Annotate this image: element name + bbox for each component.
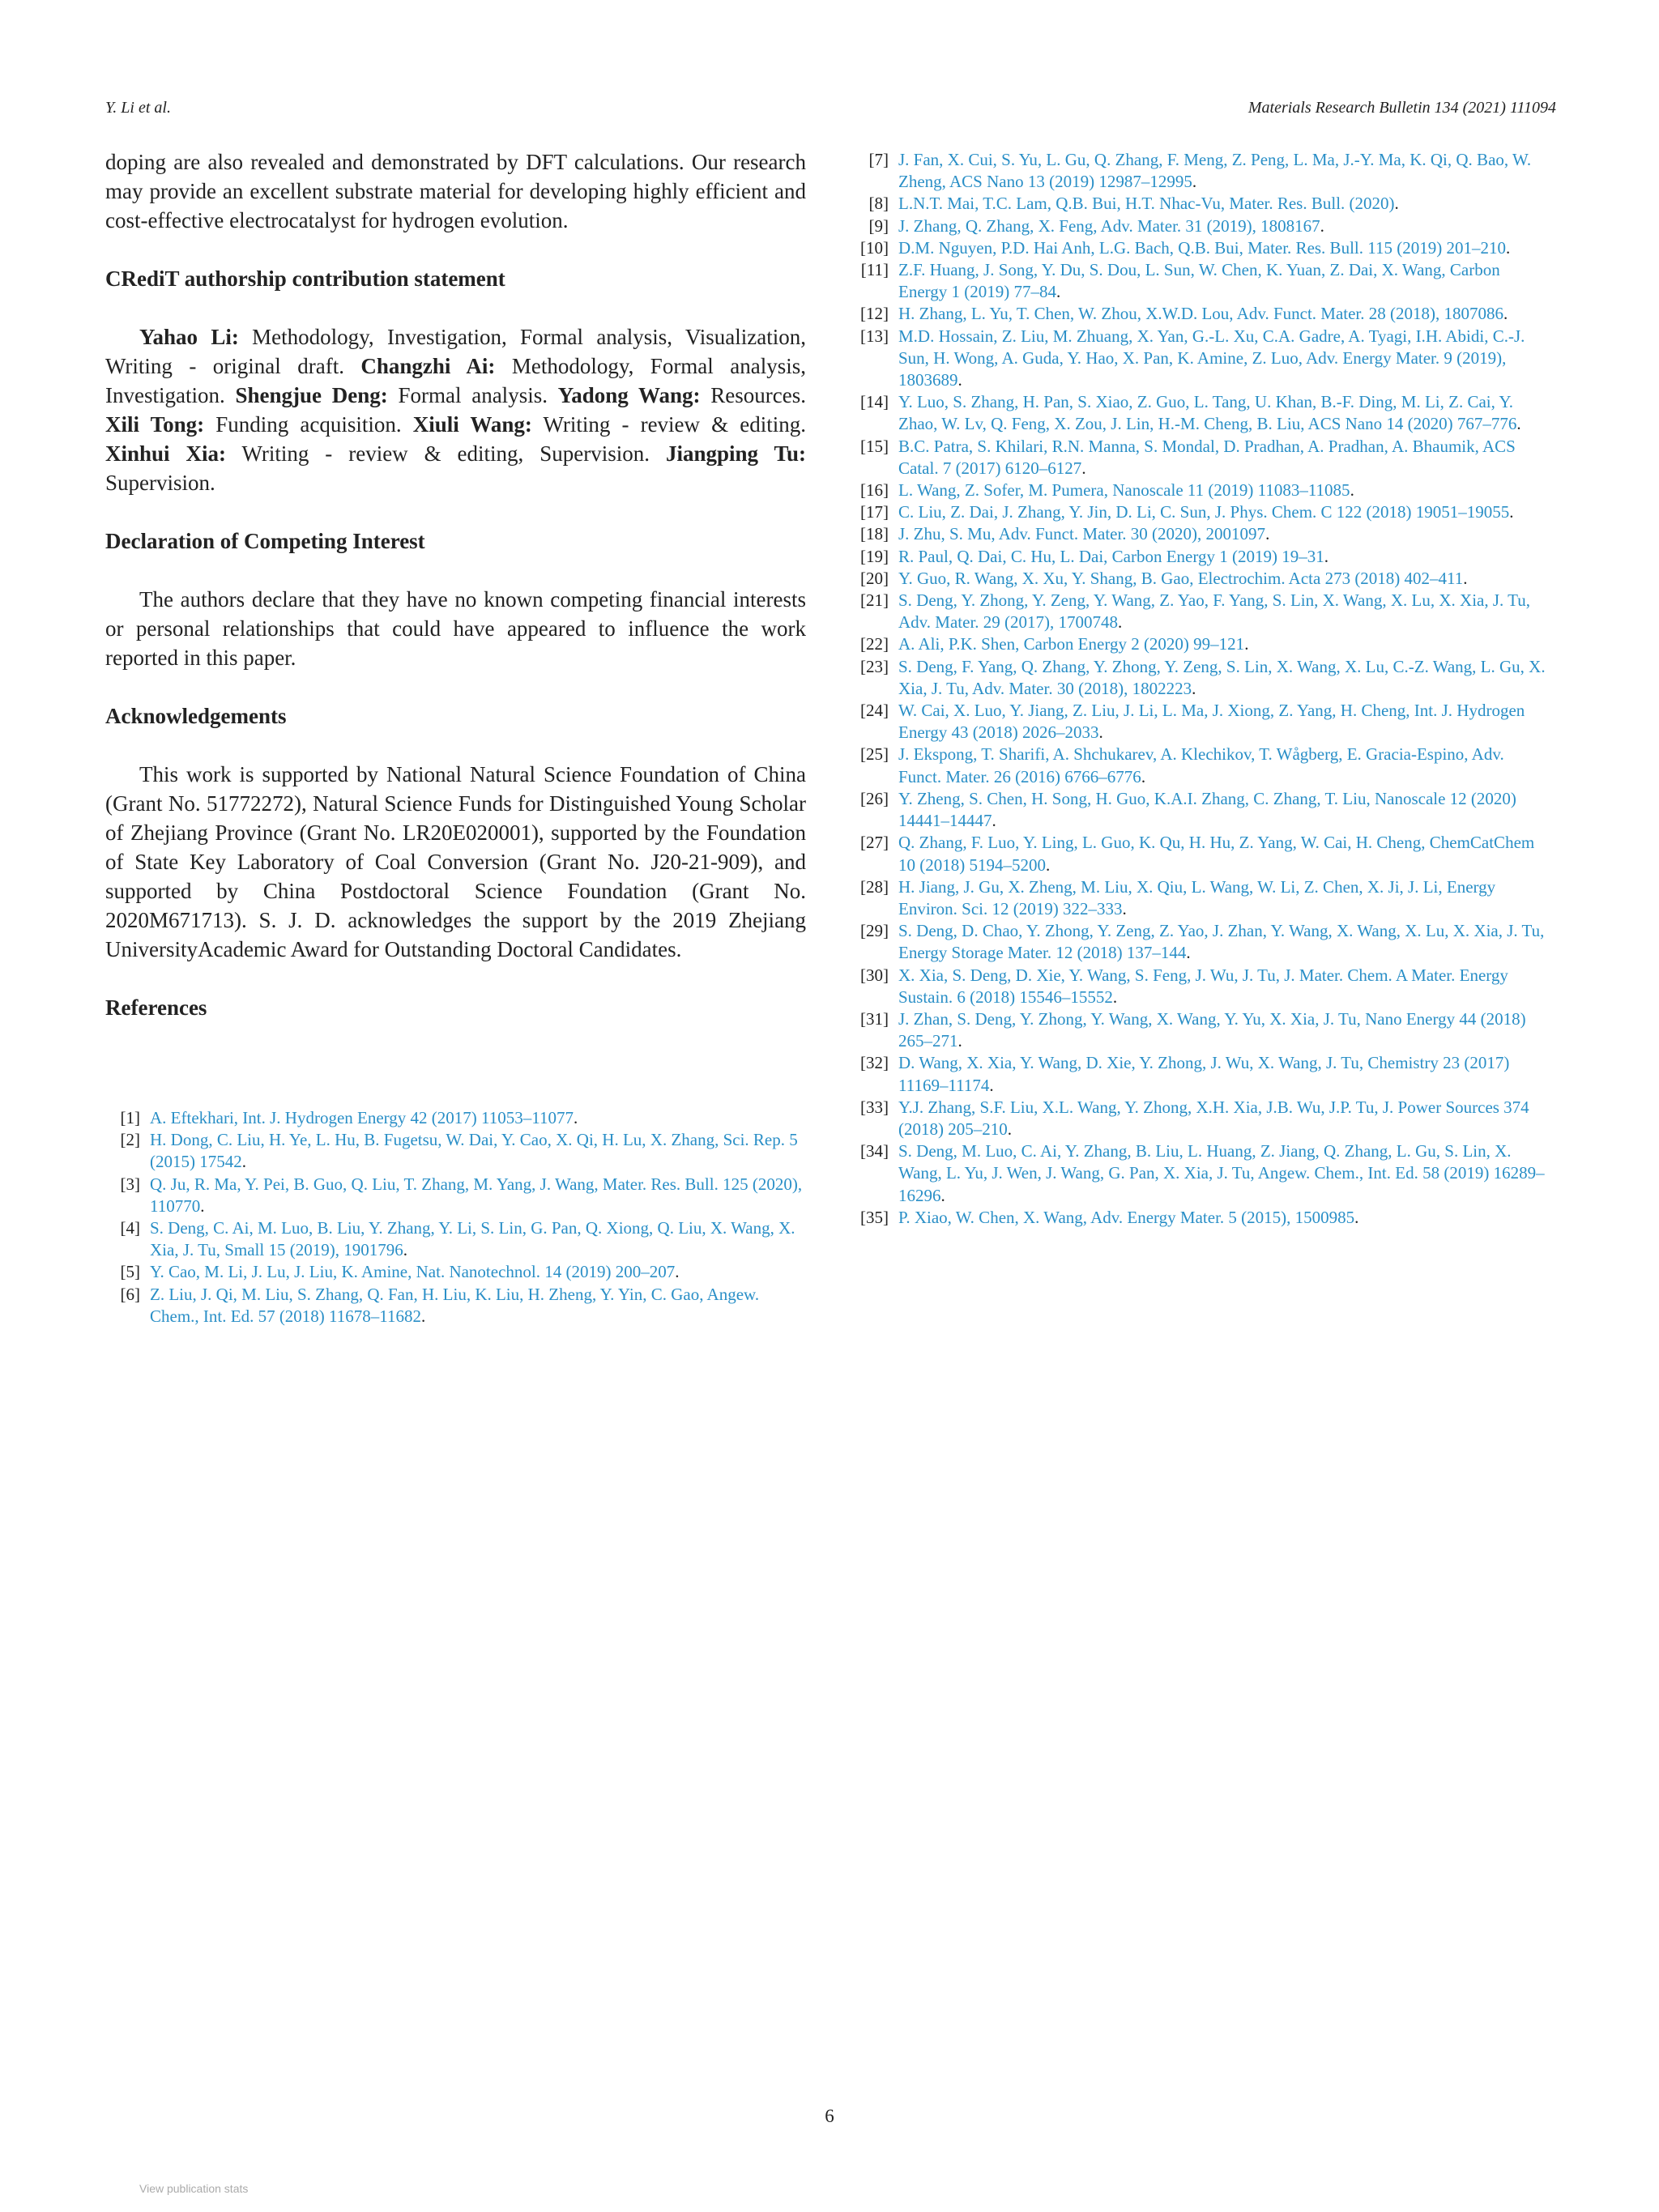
credit-author-role: Writing - review & editing, Supervision. (225, 441, 666, 466)
reference-link[interactable]: H. Jiang, J. Gu, X. Zheng, M. Liu, X. Qiu, L. Wang, W. Li, Z. Chen, X. Ji, J. Li, Energy Environ. Sci. 12 (2019) 322–333 . (898, 876, 1550, 920)
reference-link[interactable]: S. Deng, F. Yang, Q. Zhang, Y. Zhong, Y. Zeng, S. Lin, X. Wang, X. Lu, C.-Z. Wang, L. Gu, X. Xia, J. Tu, Adv. Mater. 30 (2018), 1802223 . (898, 656, 1550, 700)
reference-entry (109, 1107, 806, 1129)
reference-entry (845, 633, 1550, 655)
reference-entry (845, 590, 1550, 633)
competing-interest-heading: Declaration of Competing Interest (105, 529, 425, 553)
reference-entry (845, 1207, 1550, 1229)
credit-author-name: Xili Tong: (105, 412, 205, 437)
reference-entry (109, 1284, 806, 1328)
reference-entry (845, 920, 1550, 964)
reference-link[interactable]: L. Wang, Z. Sofer, M. Pumera, Nanoscale 11 (2019) 11083–11085 . (898, 479, 1550, 501)
reference-entry (109, 1174, 806, 1217)
reference-entry (845, 326, 1550, 392)
reference-list-right (845, 149, 1550, 1229)
reference-link[interactable]: Z.F. Huang, J. Song, Y. Du, S. Dou, L. Sun, W. Chen, K. Yuan, Z. Dai, X. Wang, Carbon Energy 1 (2019) 77–84 . (898, 259, 1550, 303)
credit-author-name: Yadong Wang: (557, 383, 701, 407)
reference-link[interactable]: Y. Zheng, S. Chen, H. Song, H. Guo, K.A.I. Zhang, C. Zhang, T. Liu, Nanoscale 12 (2020) 14441–14447 . (898, 788, 1550, 832)
reference-link[interactable]: S. Deng, C. Ai, M. Luo, B. Liu, Y. Zhang, Y. Li, S. Lin, G. Pan, Q. Xiong, Q. Liu, X. Wang, X. Xia, J. Tu, Small 15 (2019), 1901796 . (150, 1217, 806, 1261)
reference-number: [5] (120, 1262, 140, 1282)
reference-link[interactable]: S. Deng, D. Chao, Y. Zhong, Y. Zeng, Z. Yao, J. Zhan, Y. Wang, X. Wang, X. Lu, X. Xia, J. Tu, Energy Storage Mater. 12 (2018) 137–144 . (898, 920, 1550, 964)
credit-author-name: Jiangping Tu: (665, 441, 806, 466)
reference-entry (845, 436, 1550, 479)
reference-number: [32] (860, 1053, 889, 1073)
credit-author-role: Formal analysis. (387, 383, 558, 407)
reference-number: [35] (860, 1207, 889, 1227)
credit-heading: CRediT authorship contribution statement (105, 266, 505, 291)
reference-number: [25] (860, 744, 889, 765)
reference-entry (845, 501, 1550, 523)
reference-number: [28] (860, 876, 889, 897)
reference-entry (845, 1052, 1550, 1096)
reference-link[interactable]: A. Ali, P.K. Shen, Carbon Energy 2 (2020) 99–121 . (898, 633, 1550, 655)
reference-entry (845, 259, 1550, 303)
reference-entry (845, 1008, 1550, 1052)
acknowledgements-text: This work is supported by National Natural Science Foundation of China (Grant No. 51772272), Natural Science Funds for Distinguished Young Scholar of Zhejiang Province (Grant No. LR20E020001), supported by the Foundation of State Key Laboratory of Coal Conversion (Grant No. J20-21-909), and supported by China Postdoctoral Science Foundation (Grant No. 2020M671713). S. J. D. acknowledges the support by the 2019 Zhejiang UniversityAcademic Award for Outstanding Doctoral Candidates. (105, 762, 806, 961)
reference-entry (845, 1097, 1550, 1140)
reference-entry (845, 832, 1550, 876)
reference-number: [16] (860, 480, 889, 501)
reference-link[interactable]: Y. Guo, R. Wang, X. Xu, Y. Shang, B. Gao, Electrochim. Acta 273 (2018) 402–411 . (898, 568, 1550, 590)
reference-link[interactable]: Y.J. Zhang, S.F. Liu, X.L. Wang, Y. Zhong, X.H. Xia, J.B. Wu, J.P. Tu, J. Power Sources 374 (2018) 205–210 . (898, 1097, 1550, 1140)
credit-author-name: Shengjue Deng: (235, 383, 388, 407)
reference-number: [2] (120, 1130, 140, 1150)
page-number: 6 (825, 2106, 834, 2126)
reference-number: [14] (860, 392, 889, 412)
reference-link[interactable]: D. Wang, X. Xia, Y. Wang, D. Xie, Y. Zhong, J. Wu, X. Wang, J. Tu, Chemistry 23 (2017) 11169–11174 . (898, 1052, 1550, 1096)
reference-link[interactable]: Y. Cao, M. Li, J. Lu, J. Liu, K. Amine, Nat. Nanotechnol. 14 (2019) 200–207 . (150, 1261, 806, 1283)
reference-number: [10] (860, 237, 889, 258)
reference-link[interactable]: H. Zhang, L. Yu, T. Chen, W. Zhou, X.W.D. Lou, Adv. Funct. Mater. 28 (2018), 1807086 . (898, 303, 1550, 325)
reference-number: [17] (860, 502, 889, 522)
reference-entry (845, 523, 1550, 545)
credit-author-name: Yahao Li: (139, 325, 239, 349)
reference-number: [23] (860, 656, 889, 676)
reference-number: [24] (860, 701, 889, 721)
credit-author-role: Writing - review & editing. (531, 412, 806, 437)
reference-entry (845, 965, 1550, 1008)
reference-number: [15] (860, 436, 889, 456)
reference-number: [8] (868, 194, 889, 214)
reference-link[interactable]: M.D. Hossain, Z. Liu, M. Zhuang, X. Yan, G.-L. Xu, C.A. Gadre, A. Tyagi, I.H. Abidi, C.-J. Sun, H. Wong, A. Guda, Y. Hao, X. Pan, K. Amine, Z. Luo, Adv. Energy Mater. 9 (2019), 1803689 . (898, 326, 1550, 392)
reference-entry (845, 303, 1550, 325)
running-header-journal: Materials Research Bulletin 134 (2021) 111094 (1247, 99, 1556, 117)
credit-statement (105, 322, 806, 497)
reference-link[interactable]: A. Eftekhari, Int. J. Hydrogen Energy 42 (2017) 11053–11077 . (150, 1107, 806, 1129)
reference-number: [26] (860, 788, 889, 808)
credit-author-name: Xinhui Xia: (105, 441, 226, 466)
credit-author-name: Xiuli Wang: (412, 412, 532, 437)
reference-number: [33] (860, 1097, 889, 1117)
reference-entry (109, 1129, 806, 1173)
reference-link[interactable]: J. Zhan, S. Deng, Y. Zhong, Y. Wang, X. Wang, Y. Yu, X. Xia, J. Tu, Nano Energy 44 (2018) 265–271 . (898, 1008, 1550, 1052)
reference-link[interactable]: J. Zhu, S. Mu, Adv. Funct. Mater. 30 (2020), 2001097 . (898, 523, 1550, 545)
reference-number: [1] (120, 1108, 140, 1127)
credit-author-role: Resources. (700, 383, 806, 407)
reference-link[interactable]: J. Zhang, Q. Zhang, X. Feng, Adv. Mater. 31 (2019), 1808167 . (898, 215, 1550, 237)
credit-author-role: Methodology, Formal analysis, Investigation. (105, 354, 806, 407)
reference-entry (845, 479, 1550, 501)
reference-number: [21] (860, 590, 889, 611)
reference-link[interactable]: Q. Zhang, F. Luo, Y. Ling, L. Guo, K. Qu, H. Hu, Z. Yang, W. Cai, H. Cheng, ChemCatChem 10 (2018) 5194–5200 . (898, 832, 1550, 876)
reference-number: [4] (120, 1218, 140, 1238)
reference-link[interactable]: H. Dong, C. Liu, H. Ye, L. Hu, B. Fugetsu, W. Dai, Y. Cao, X. Qi, H. Lu, X. Zhang, Sci. Rep. 5 (2015) 17542 . (150, 1129, 806, 1173)
reference-link[interactable]: P. Xiao, W. Chen, X. Wang, Adv. Energy Mater. 5 (2015), 1500985 . (898, 1207, 1550, 1229)
reference-entry (845, 788, 1550, 832)
acknowledgements-heading: Acknowledgements (105, 704, 287, 728)
reference-entry (845, 546, 1550, 568)
reference-entry (845, 876, 1550, 920)
reference-link[interactable]: J. Ekspong, T. Sharifi, A. Shchukarev, A. Klechikov, T. Wågberg, E. Gracia-Espino, Adv. Funct. Mater. 26 (2016) 6766–6776 . (898, 744, 1550, 787)
credit-author-role: Supervision. (105, 471, 215, 495)
running-header-authors: Y. Li et al. (105, 99, 171, 117)
reference-entry (845, 391, 1550, 435)
reference-number: [18] (860, 524, 889, 544)
reference-number: [11] (860, 260, 889, 280)
credit-author-name: Changzhi Ai: (360, 354, 496, 378)
reference-number: [34] (860, 1141, 889, 1161)
reference-entry (845, 193, 1550, 215)
reference-link[interactable]: D.M. Nguyen, P.D. Hai Anh, L.G. Bach, Q.B. Bui, Mater. Res. Bull. 115 (2019) 201–210 . (898, 237, 1550, 259)
reference-number: [27] (860, 833, 889, 853)
reference-entry (109, 1217, 806, 1261)
reference-entry (109, 1261, 806, 1283)
reference-number: [22] (860, 634, 889, 654)
reference-link[interactable]: Q. Ju, R. Ma, Y. Pei, B. Guo, Q. Liu, T. Zhang, M. Yang, J. Wang, Mater. Res. Bull. 125 (2020), 110770 . (150, 1174, 806, 1217)
reference-link[interactable]: Y. Luo, S. Zhang, H. Pan, S. Xiao, Z. Guo, L. Tang, U. Khan, B.-F. Ding, M. Li, Z. Cai, Y. Zhao, W. Lv, Q. Feng, X. Zou, J. Lin, H.-M. Cheng, B. Liu, ACS Nano 14 (2020) 767–776 . (898, 391, 1550, 435)
reference-list-left (109, 1107, 806, 1328)
credit-author-role: Funding acquisition. (204, 412, 413, 437)
reference-number: [6] (120, 1284, 140, 1304)
reference-number: [7] (868, 150, 889, 169)
intro-continuation: doping are also revealed and demonstrated by DFT calculations. Our research may provide an excellent substrate material for developing highly efficient and cost-effective electrocatalyst for hydrogen evolution. (105, 150, 806, 232)
reference-link[interactable]: Z. Liu, J. Qi, M. Liu, S. Zhang, Q. Fan, H. Liu, K. Liu, H. Zheng, Y. Yin, C. Gao, Angew. Chem., Int. Ed. 57 (2018) 11678–11682 . (150, 1284, 806, 1328)
reference-link[interactable]: S. Deng, Y. Zhong, Y. Zeng, Y. Wang, Z. Yao, F. Yang, S. Lin, X. Wang, X. Lu, X. Xia, J. Tu, Adv. Mater. 29 (2017), 1700748 . (898, 590, 1550, 633)
left-column (105, 147, 806, 1022)
reference-entry (845, 700, 1550, 744)
reference-number: [12] (860, 304, 889, 324)
credit-author-role: Methodology, Investigation, Formal analysis, Visualization, Writing - original draft. (105, 325, 806, 378)
reference-link[interactable]: J. Fan, X. Cui, S. Yu, L. Gu, Q. Zhang, F. Meng, Z. Peng, L. Ma, J.-Y. Ma, K. Qi, Q. Bao, W. Zheng, ACS Nano 13 (2019) 12987–12995 . (898, 149, 1550, 193)
reference-entry (845, 568, 1550, 590)
reference-entry (845, 656, 1550, 700)
reference-link[interactable]: L.N.T. Mai, T.C. Lam, Q.B. Bui, H.T. Nhac-Vu, Mater. Res. Bull. (2020) . (898, 193, 1550, 215)
reference-link[interactable]: B.C. Patra, S. Khilari, R.N. Manna, S. Mondal, D. Pradhan, A. Pradhan, A. Bhaumik, ACS Catal. 7 (2017) 6120–6127 . (898, 436, 1550, 479)
reference-number: [20] (860, 568, 889, 588)
reference-entry (845, 237, 1550, 259)
reference-number: [13] (860, 326, 889, 346)
reference-entry (845, 1140, 1550, 1207)
reference-link[interactable]: W. Cai, X. Luo, Y. Jiang, Z. Liu, J. Li, L. Ma, J. Xiong, Z. Yang, H. Cheng, Int. J. Hydrogen Energy 43 (2018) 2026–2033 . (898, 700, 1550, 744)
reference-link[interactable]: C. Liu, Z. Dai, J. Zhang, Y. Jin, D. Li, C. Sun, J. Phys. Chem. C 122 (2018) 19051–19055 . (898, 501, 1550, 523)
reference-number: [30] (860, 965, 889, 985)
reference-number: [9] (868, 215, 889, 236)
reference-number: [31] (860, 1008, 889, 1029)
reference-link[interactable]: R. Paul, Q. Dai, C. Hu, L. Dai, Carbon Energy 1 (2019) 19–31 . (898, 546, 1550, 568)
reference-entry (845, 744, 1550, 787)
reference-number: [3] (120, 1174, 140, 1194)
reference-link[interactable]: S. Deng, M. Luo, C. Ai, Y. Zhang, B. Liu, L. Huang, Z. Jiang, Q. Zhang, L. Gu, S. Lin, X. Wang, L. Yu, J. Wen, J. Wang, G. Pan, X. Xia, J. Tu, Angew. Chem., Int. Ed. 58 (2019) 16289–16296 . (898, 1140, 1550, 1207)
reference-entry (845, 215, 1550, 237)
reference-number: [19] (860, 546, 889, 566)
reference-entry (845, 149, 1550, 193)
reference-link[interactable]: X. Xia, S. Deng, D. Xie, Y. Wang, S. Feng, J. Wu, J. Tu, J. Mater. Chem. A Mater. Energy Sustain. 6 (2018) 15546–15552 . (898, 965, 1550, 1008)
publication-stats-link[interactable]: View publication stats (139, 2182, 249, 2195)
reference-number: [29] (860, 921, 889, 941)
competing-interest-text: The authors declare that they have no known competing financial interests or personal relationships that could have appeared to influence the work reported in this paper. (105, 587, 806, 670)
references-heading: References (105, 995, 207, 1020)
